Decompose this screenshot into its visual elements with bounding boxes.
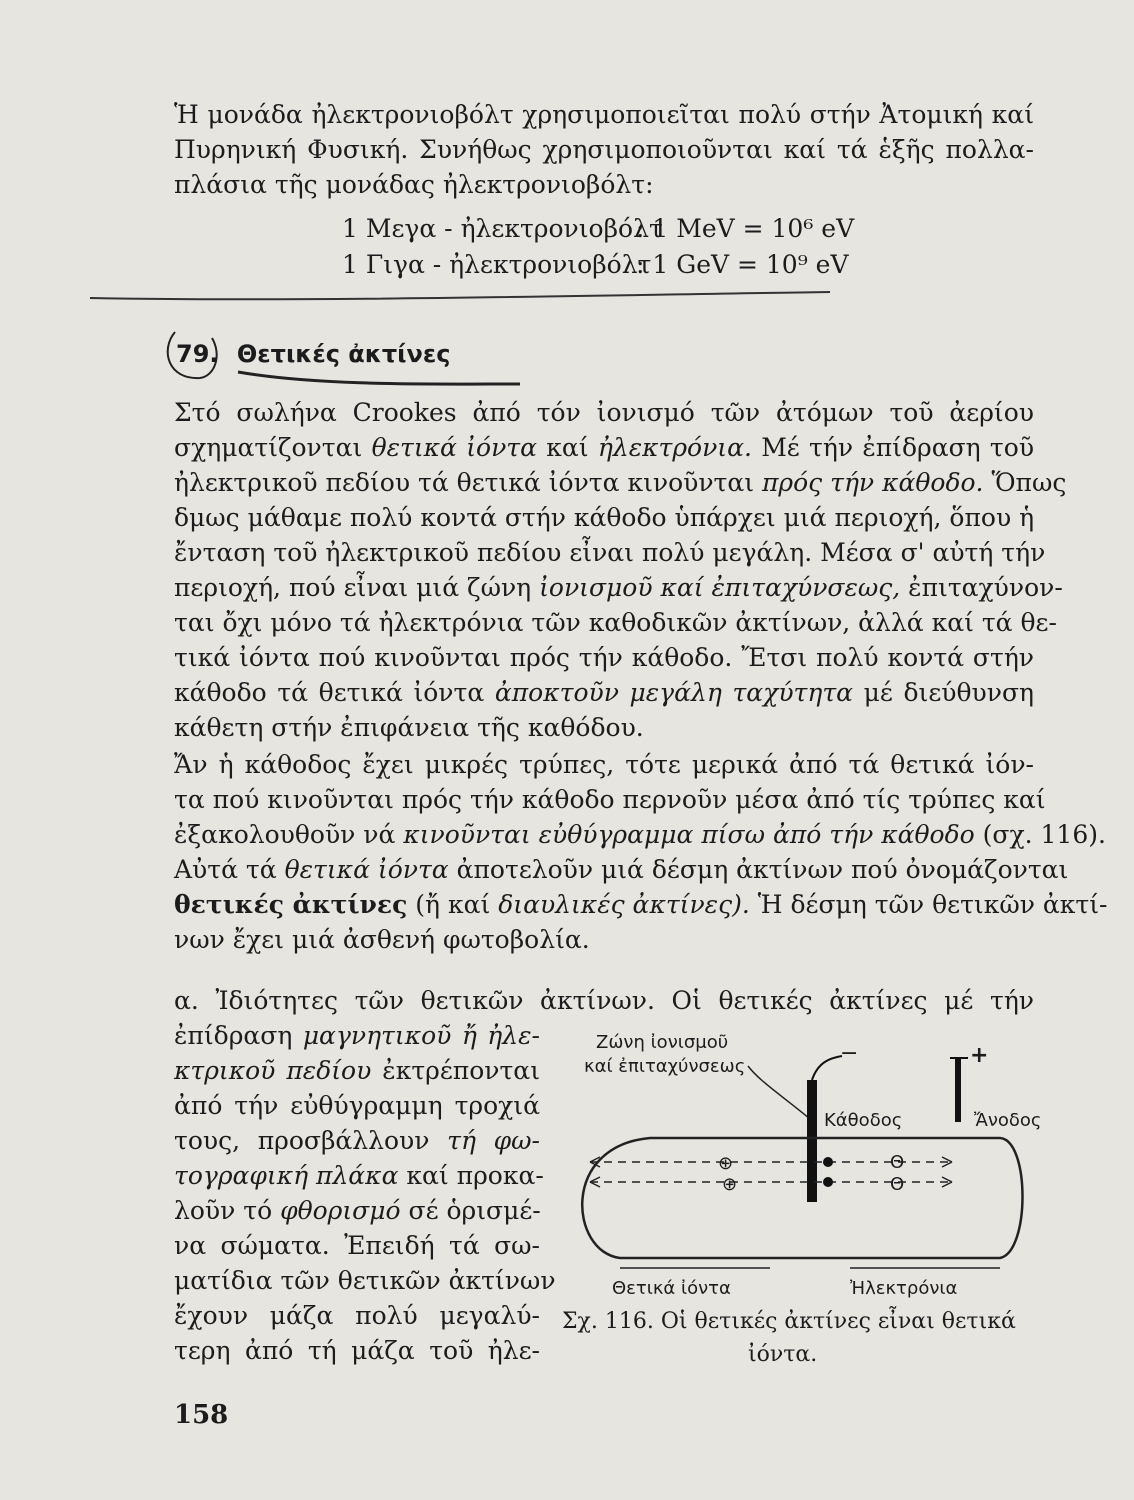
cathode-lead xyxy=(812,1056,842,1080)
text: ἠλεκτρικοῦ πεδίου τά θετικά ἰόντα κινοῦνται xyxy=(174,468,762,497)
text: ἐξακολουθοῦν νά xyxy=(174,820,404,849)
figure-caption-line-1: Σχ. 116. Οἱ θετικές ἀκτίνες εἶναι θετικά xyxy=(562,1309,1016,1334)
text: σχηματίζονται xyxy=(174,433,372,462)
text: μέ διεύθυνση xyxy=(853,678,1034,707)
text: καί xyxy=(537,433,598,462)
cathode-hole-dot xyxy=(823,1157,833,1167)
electron-marker: Θ xyxy=(890,1174,905,1195)
p2-line-1: Ἄν ἡ κάθοδος ἔχει μικρές τρύπες, τότε μερικά ἀπό τά θετικά ἰόν- xyxy=(174,750,1034,779)
text: ἐπίδραση xyxy=(174,1021,303,1050)
text-bold: θετικές ἀκτίνες xyxy=(174,890,408,919)
p1-line-3 xyxy=(174,466,1067,500)
page-number: 158 xyxy=(174,1400,229,1430)
discharge-tube-outline xyxy=(582,1138,1022,1258)
figure-cathode-label: Κάθοδος xyxy=(824,1110,903,1131)
figure-caption-line-2: ἰόντα. xyxy=(748,1342,818,1367)
text-italic: ἀποκτοῦν μεγάλη ταχύτητα xyxy=(494,678,854,707)
text: Ἡ δέσμη τῶν θετικῶν ἀκτί- xyxy=(749,890,1108,919)
ion-marker: ⊕ xyxy=(718,1153,734,1174)
text: περιοχή, πού εἶναι μιά ζώνη xyxy=(174,573,540,602)
unit-mev-value: : 1 MeV = 10⁶ eV xyxy=(636,214,855,243)
p1-line-2 xyxy=(174,431,1034,465)
figure-minus-sign: − xyxy=(840,1041,859,1066)
p2-line-4 xyxy=(174,853,1069,887)
text: ἀποτελοῦν μιά δέσμη ἀκτίνων πού ὀνομάζονται xyxy=(448,855,1069,884)
unit-gev-name: 1 Γιγα - ἠλεκτρονιοβόλτ xyxy=(342,250,652,279)
text-italic: τή φω- xyxy=(447,1126,541,1155)
unit-gev-value: : 1 GeV = 10⁹ eV xyxy=(636,250,849,279)
text: ἐπιταχύνον- xyxy=(900,573,1063,602)
p1-line-8: τικά ἰόντα πού κινοῦνται πρός τήν κάθοδο. Ἔτσι πολύ κοντά στήν xyxy=(174,643,1034,672)
intro-line-3: πλάσια τῆς μονάδας ἠλεκτρονιοβόλτ: xyxy=(174,170,654,199)
cathode-hole-dot xyxy=(823,1177,833,1187)
text-italic: θετικά ἰόντα xyxy=(284,855,449,884)
text-italic: θετικά ἰόντα xyxy=(371,433,537,462)
ion-marker: ⊕ xyxy=(722,1174,738,1195)
pen-annotations xyxy=(0,0,1134,420)
text-italic: διαυλικές ἀκτίνες). xyxy=(498,890,750,919)
text: λοῦν τό xyxy=(174,1196,281,1225)
p3-line-7 xyxy=(174,1194,540,1228)
p3-line-5 xyxy=(174,1124,540,1158)
pen-heading-underline xyxy=(238,372,520,384)
text: κάθοδο τά θετικά ἰόντα xyxy=(174,678,495,707)
text-italic: μαγνητικοῦ ἤ ἠλε- xyxy=(302,1021,540,1050)
text-italic: ἠλεκτρόνια. xyxy=(597,433,752,462)
text-italic: κτρικοῦ πεδίου xyxy=(174,1056,372,1085)
p1-line-7: ται ὄχι μόνο τά ἠλεκτρόνια τῶν καθοδικῶν ἀκτίνων, ἀλλά καί τά θε- xyxy=(174,608,1057,637)
section-number: 79. xyxy=(176,340,219,368)
p2-line-2: τα πού κινοῦνται πρός τήν κάθοδο περνοῦν μέσα ἀπό τίς τρύπες καί xyxy=(174,785,1046,814)
figure-zone-label-2: καί ἐπιταχύνσεως xyxy=(584,1056,746,1077)
p3-line-10: ἔχουν μάζα πολύ μεγαλύ- xyxy=(174,1301,540,1330)
figure-positive-rays xyxy=(560,1022,1060,1302)
intro-line-1: Ἡ μονάδα ἠλεκτρονιοβόλτ χρησιμοποιεῖται πολύ στήν Ἀτομική καί xyxy=(174,100,1034,129)
p3-line-11: τερη ἀπό τή μάζα τοῦ ἠλε- xyxy=(174,1336,540,1365)
p2-line-6: νων ἔχει μιά ἀσθενή φωτοβολία. xyxy=(174,925,590,954)
section-title: Θετικές ἀκτίνες xyxy=(236,340,451,368)
figure-anode-label: Ἄνοδος xyxy=(974,1110,1042,1131)
text: τους, προσβάλλουν xyxy=(174,1126,448,1155)
p3-line-9: ματίδια τῶν θετικῶν ἀκτίνων xyxy=(174,1266,556,1295)
text-italic: τογραφική πλάκα xyxy=(174,1161,399,1190)
figure-ions-label: Θετικά ἰόντα xyxy=(612,1278,731,1299)
text: Μέ τήν ἐπίδραση τοῦ xyxy=(751,433,1035,462)
pen-underline-stroke xyxy=(90,292,830,299)
p1-line-10: κάθετη στήν ἐπιφάνεια τῆς καθόδου. xyxy=(174,713,644,742)
figure-zone-label-1: Ζώνη ἰονισμοῦ xyxy=(596,1032,729,1053)
text-italic: κινοῦνται εὐθύγραμμα πίσω ἀπό τήν κάθοδο xyxy=(403,820,975,849)
p1-line-9 xyxy=(174,676,1034,710)
text: Ὅπως xyxy=(983,468,1067,497)
text-italic: πρός τήν κάθοδο. xyxy=(761,468,984,497)
p1-line-1: Στό σωλήνα Crookes ἀπό τόν ἰονισμό τῶν ἀτόμων τοῦ ἀερίου xyxy=(174,398,1034,427)
figure-plus-sign: + xyxy=(970,1043,989,1068)
p3-line-8: να σώματα. Ἐπειδή τά σω- xyxy=(174,1231,540,1260)
p3-line-2 xyxy=(174,1019,540,1053)
text: καί προκα- xyxy=(398,1161,544,1190)
text: ἐκτρέπονται xyxy=(371,1056,540,1085)
p3-line-4: ἀπό τήν εὐθύγραμμη τροχιά xyxy=(174,1091,540,1120)
p3-line-1: α. Ἰδιότητες τῶν θετικῶν ἀκτίνων. Οἱ θετικές ἀκτίνες μέ τήν xyxy=(174,986,1034,1015)
p3-line-6 xyxy=(174,1159,544,1193)
section-heading xyxy=(176,340,450,368)
unit-mev-name: 1 Μεγα - ἠλεκτρονιοβόλτ xyxy=(342,214,663,243)
intro-line-2: Πυρηνική Φυσική. Συνήθως χρησιμοποιοῦνται καί τά ἑξῆς πολλα- xyxy=(174,135,1034,164)
p3-line-3 xyxy=(174,1054,540,1088)
text: (ἤ καί xyxy=(407,890,499,919)
text-italic: ἰονισμοῦ καί ἐπιταχύνσεως, xyxy=(539,573,901,602)
figure-electrons-label: Ἠλεκτρόνια xyxy=(850,1278,958,1299)
p2-line-3 xyxy=(174,818,1106,852)
p1-line-6 xyxy=(174,571,1063,605)
text-italic: φθορισμό xyxy=(280,1196,401,1225)
text: (σχ. 116). xyxy=(974,820,1106,849)
p2-line-5 xyxy=(174,888,1108,922)
text: Αὐτά τά xyxy=(174,855,285,884)
p1-line-5: ἔνταση τοῦ ἠλεκτρικοῦ πεδίου εἶναι πολύ μεγάλη. Μέσα σ' αὐτή τήν xyxy=(174,538,1046,567)
zone-pointer-line xyxy=(748,1066,816,1124)
text: σέ ὁρισμέ- xyxy=(400,1196,541,1225)
p1-line-4: δμως μάθαμε πολύ κοντά στήν κάθοδο ὑπάρχει μιά περιοχή, ὅπου ἡ xyxy=(174,503,1035,532)
electron-marker: Θ xyxy=(890,1152,905,1173)
